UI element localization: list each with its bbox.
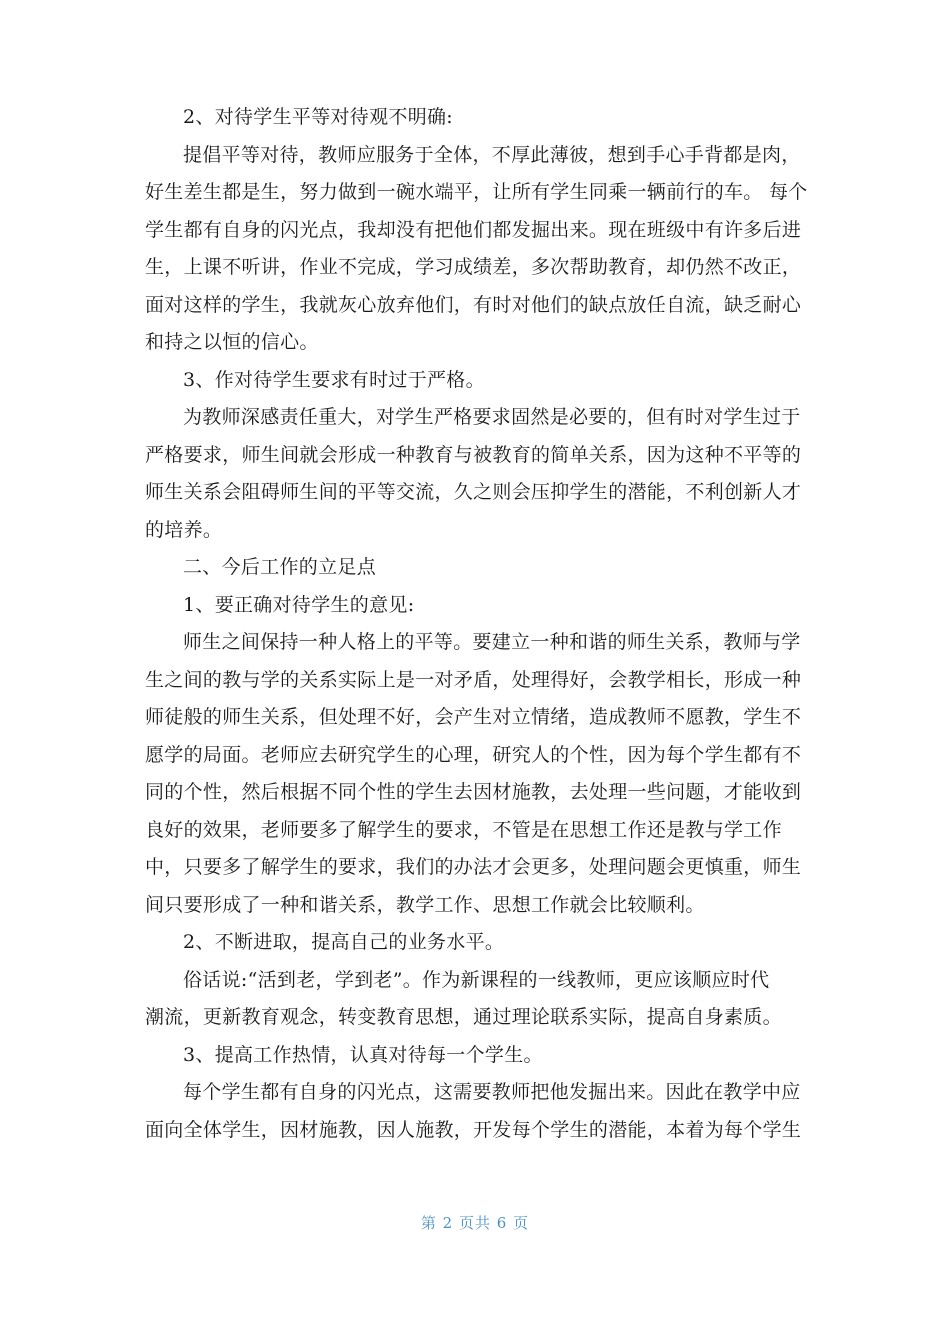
- text-line: 2、不断进取，提高自己的业务水平。: [183, 931, 505, 953]
- text-line: 面向全体学生，因材施教，因人施教，开发每个学生的潜能，本着为每个学生: [145, 1119, 802, 1141]
- text-line: 同的个性，然后根据不同个性的学生去因材施教，去处理一些问题，才能收到: [145, 781, 802, 803]
- text-line: 1、要正确对待学生的意见:: [183, 594, 415, 616]
- text-line: 好生差生都是生，努力做到一碗水端平，让所有学生同乘一辆前行的车。 每个: [145, 181, 808, 203]
- page-number-footer: 第 2 页共 6 页: [420, 1214, 530, 1232]
- text-line: 中，只要多了解学生的要求，我们的办法才会更多，处理问题会更慎重，师生: [145, 856, 802, 878]
- text-line: 3、提高工作热情，认真对待每一个学生。: [183, 1044, 543, 1066]
- text-line: 师生关系会阻碍师生间的平等交流，久之则会压抑学生的潜能，不利创新人才: [145, 481, 802, 503]
- text-line: 提倡平等对待，教师应服务于全体，不厚此薄彼，想到手心手背都是肉，: [183, 144, 801, 166]
- text-line: 生之间的教与学的关系实际上是一对矛盾，处理得好，会教学相长，形成一种: [145, 669, 802, 691]
- text-line: 师生之间保持一种人格上的平等。要建立一种和谐的师生关系，教师与学: [183, 631, 801, 653]
- section-heading: 二、今后工作的立足点: [183, 556, 377, 578]
- text-line: 潮流，更新教育观念，转变教育思想，通过理论联系实际，提高自身素质。: [145, 1006, 782, 1028]
- text-line: 愿学的局面。老师应去研究学生的心理，研究人的个性，因为每个学生都有不: [145, 744, 802, 766]
- text-line: 良好的效果，老师要多了解学生的要求，不管是在思想工作还是教与学工作: [145, 819, 782, 841]
- text-line: 严格要求，师生间就会形成一种教育与被教育的简单关系，因为这种不平等的: [145, 444, 802, 466]
- text-line: 面对这样的学生，我就灰心放弃他们，有时对他们的缺点放任自流，缺乏耐心: [145, 294, 802, 316]
- text-line: 为教师深感责任重大，对学生严格要求固然是必要的，但有时对学生过于: [183, 406, 801, 428]
- text-line: 每个学生都有自身的闪光点，这需要教师把他发掘出来。因此在教学中应: [183, 1081, 801, 1103]
- text-line: 和持之以恒的信心。: [145, 331, 319, 353]
- text-line: 师徒般的师生关系，但处理不好，会产生对立情绪，造成教师不愿教，学生不: [145, 706, 802, 728]
- text-line: 的培养。: [145, 519, 223, 541]
- text-line: 生，上课不听讲，作业不完成，学习成绩差，多次帮助教育，却仍然不改正，: [145, 256, 802, 278]
- text-line: 间只要形成了一种和谐关系，教学工作、思想工作就会比较顺利。: [145, 894, 705, 916]
- text-line: 2、对待学生平等对待观不明确:: [183, 106, 453, 128]
- text-line: 3、作对待学生要求有时过于严格。: [183, 369, 485, 391]
- text-line: 俗话说:“活到老，学到老”。作为新课程的一线教师，更应该顺应时代: [183, 969, 770, 991]
- text-line: 学生都有自身的闪光点，我却没有把他们都发掘出来。现在班级中有许多后进: [145, 219, 802, 241]
